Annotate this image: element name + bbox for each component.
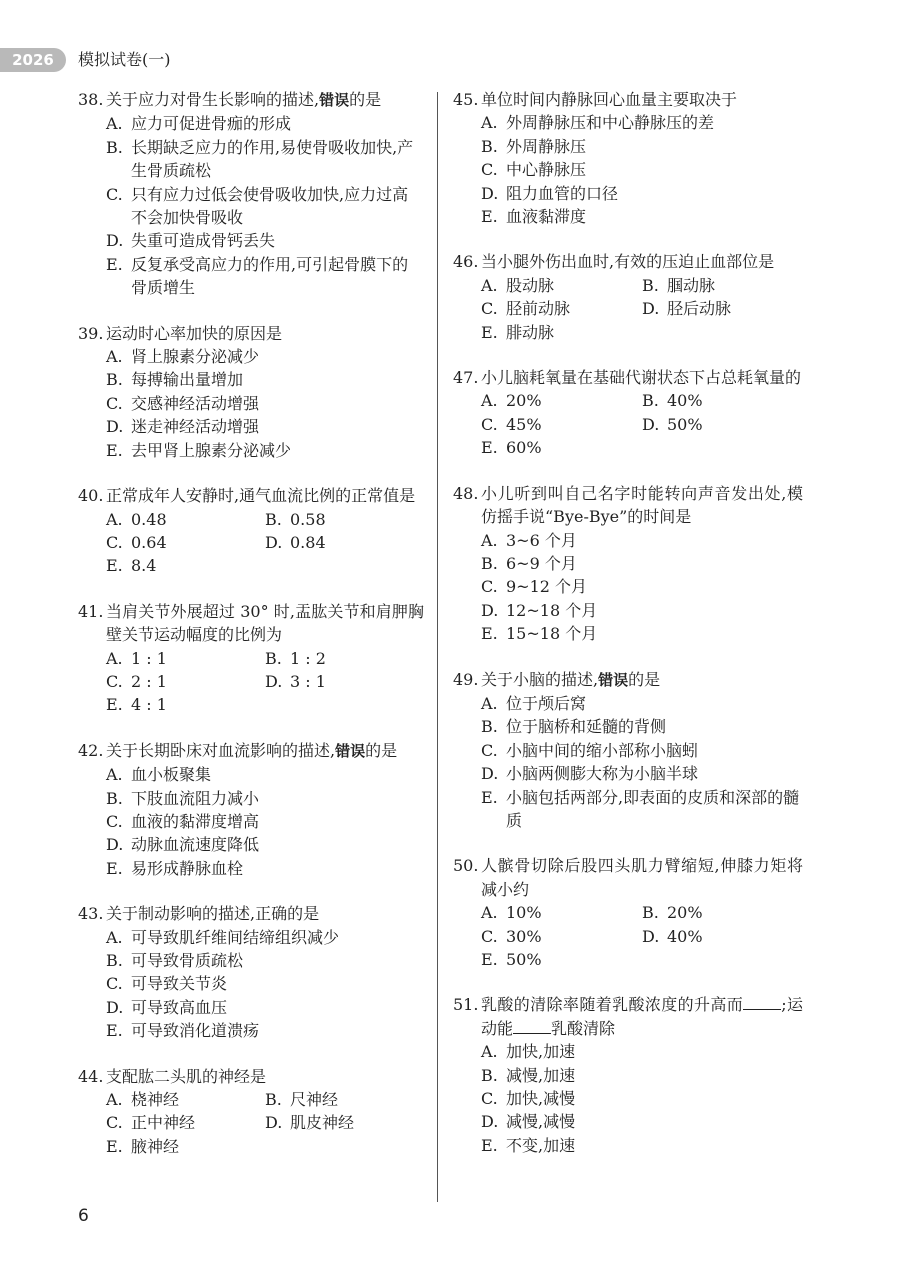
option-label: A. bbox=[481, 1042, 498, 1062]
option-item bbox=[642, 901, 803, 924]
option-label: E. bbox=[106, 1136, 123, 1156]
option-item bbox=[642, 389, 803, 412]
option-item bbox=[106, 1111, 265, 1134]
option-label: D. bbox=[106, 231, 124, 251]
option-item bbox=[106, 926, 424, 949]
question-text: 关于应力对骨生长影响的描述,错误的是 bbox=[106, 90, 382, 109]
option-text: 只有应力过低会使骨吸收加快,应力过高不会加快骨吸收 bbox=[131, 184, 409, 228]
option-item bbox=[481, 529, 803, 552]
question-text: 小儿脑耗氧量在基础代谢状态下占总耗氧量的 bbox=[481, 368, 802, 388]
option-text: 30% bbox=[506, 926, 542, 946]
option-item bbox=[481, 925, 642, 948]
option-text: 0.48 bbox=[131, 509, 167, 529]
question-number: 38. bbox=[78, 90, 104, 109]
options-list bbox=[481, 1040, 803, 1157]
option-item bbox=[106, 949, 424, 972]
option-text: 10% bbox=[506, 903, 542, 923]
question-44 bbox=[78, 1065, 424, 1159]
option-item bbox=[642, 925, 803, 948]
option-text: 可导致消化道溃疡 bbox=[131, 1021, 260, 1041]
emphasis-text: 错误 bbox=[319, 91, 350, 109]
option-label: E. bbox=[106, 440, 123, 460]
option-text: 1 : 2 bbox=[290, 648, 326, 668]
option-text: 加快,加速 bbox=[506, 1042, 576, 1062]
option-text: 胫后动脉 bbox=[667, 299, 732, 319]
option-label: C. bbox=[481, 926, 498, 946]
option-text: 0.58 bbox=[290, 509, 326, 529]
option-text: 阻力血管的口径 bbox=[506, 183, 619, 203]
options-list bbox=[481, 901, 803, 971]
options-list bbox=[106, 926, 424, 1043]
column-divider bbox=[437, 92, 438, 1202]
option-text: 胫前动脉 bbox=[506, 299, 571, 319]
option-text: 2 : 1 bbox=[131, 671, 167, 691]
option-item bbox=[265, 670, 424, 693]
option-label: D. bbox=[106, 997, 124, 1017]
answer-blank bbox=[513, 1017, 551, 1034]
options-list bbox=[481, 274, 803, 344]
option-label: C. bbox=[106, 532, 123, 552]
option-text: 可导致肌纤维间结缔组织减少 bbox=[131, 927, 340, 947]
option-item bbox=[481, 111, 803, 134]
question-text: 乳酸的清除率随着乳酸浓度的升高而 ;运动能 乳酸清除 bbox=[481, 995, 803, 1038]
option-label: B. bbox=[265, 509, 282, 529]
option-label: D. bbox=[481, 600, 499, 620]
question-38 bbox=[78, 88, 424, 300]
option-label: D. bbox=[642, 299, 660, 319]
option-item bbox=[106, 857, 424, 880]
option-text: 肌皮神经 bbox=[290, 1113, 355, 1133]
option-text: 长期缺乏应力的作用,易使骨吸收加快,产生骨质疏松 bbox=[131, 137, 414, 181]
option-text: 中心静脉压 bbox=[506, 160, 587, 180]
option-label: C. bbox=[106, 974, 123, 994]
option-item bbox=[106, 392, 424, 415]
option-text: 失重可造成骨钙丢失 bbox=[131, 231, 276, 251]
option-item bbox=[481, 1040, 803, 1063]
option-text: 不变,加速 bbox=[506, 1135, 576, 1155]
option-item bbox=[106, 670, 265, 693]
option-label: B. bbox=[106, 788, 123, 808]
option-label: D. bbox=[265, 532, 283, 552]
option-text: 腋神经 bbox=[131, 1136, 180, 1156]
question-41 bbox=[78, 600, 424, 717]
option-label: A. bbox=[106, 114, 123, 134]
option-item bbox=[106, 345, 424, 368]
option-text: 4 : 1 bbox=[131, 695, 167, 715]
option-text: 易形成静脉血栓 bbox=[131, 858, 244, 878]
question-stem bbox=[453, 366, 803, 389]
option-label: B. bbox=[481, 717, 498, 737]
option-item bbox=[265, 531, 424, 554]
question-stem bbox=[78, 484, 424, 507]
left-column bbox=[78, 88, 424, 1180]
option-text: 20% bbox=[506, 391, 542, 411]
option-item bbox=[106, 253, 424, 300]
option-item bbox=[106, 787, 424, 810]
question-text: 小儿听到叫自己名字时能转向声音发出处,模仿摇手说“Bye-Bye”的时间是 bbox=[481, 483, 803, 527]
option-item bbox=[106, 763, 424, 786]
option-item bbox=[481, 274, 642, 297]
question-42 bbox=[78, 739, 424, 880]
option-text: 9~12 个月 bbox=[506, 577, 588, 597]
option-item bbox=[106, 1088, 265, 1111]
question-text: 关于长期卧床对血流影响的描述,错误的是 bbox=[106, 740, 398, 760]
option-item bbox=[642, 413, 803, 436]
option-text: 去甲肾上腺素分泌减少 bbox=[131, 440, 292, 460]
option-item bbox=[106, 508, 265, 531]
question-text: 正常成年人安静时,通气血流比例的正常值是 bbox=[106, 486, 416, 506]
option-item bbox=[481, 436, 642, 459]
option-label: D. bbox=[106, 835, 124, 855]
options-list bbox=[481, 529, 803, 646]
question-text: 关于小脑的描述,错误的是 bbox=[481, 669, 661, 689]
option-text: 交感神经活动增强 bbox=[131, 393, 260, 413]
question-stem bbox=[453, 668, 803, 692]
question-text: 支配肱二头肌的神经是 bbox=[106, 1066, 267, 1086]
options-list bbox=[106, 345, 424, 462]
question-number: 45. bbox=[453, 90, 479, 109]
option-label: A. bbox=[481, 275, 498, 295]
option-text: 外周静脉压和中心静脉压的差 bbox=[506, 113, 715, 133]
option-label: E. bbox=[481, 787, 498, 807]
question-50 bbox=[453, 854, 803, 971]
option-text: 动脉血流速度降低 bbox=[131, 835, 260, 855]
question-number: 46. bbox=[453, 252, 479, 272]
option-label: E. bbox=[481, 624, 498, 644]
question-text: 运动时心率加快的原因是 bbox=[106, 323, 283, 343]
option-text: 50% bbox=[506, 950, 542, 969]
options-list bbox=[106, 112, 424, 299]
option-item bbox=[481, 786, 803, 833]
option-item bbox=[481, 413, 642, 436]
emphasis-text: 错误 bbox=[335, 741, 366, 760]
question-number: 42. bbox=[78, 740, 104, 760]
page-number: 6 bbox=[78, 1206, 89, 1226]
option-text: 50% bbox=[667, 414, 703, 434]
option-label: B. bbox=[265, 648, 282, 668]
option-item bbox=[106, 531, 265, 554]
option-label: D. bbox=[265, 671, 283, 691]
answer-blank bbox=[743, 993, 781, 1010]
option-label: C. bbox=[481, 160, 498, 180]
options-list bbox=[481, 692, 803, 832]
option-item bbox=[481, 158, 803, 181]
option-label: B. bbox=[481, 553, 498, 573]
question-46 bbox=[453, 250, 803, 344]
option-label: B. bbox=[106, 951, 123, 970]
option-label: B. bbox=[481, 1065, 498, 1085]
option-text: 血小板聚集 bbox=[131, 765, 212, 785]
options-list bbox=[106, 1088, 424, 1158]
question-40 bbox=[78, 484, 424, 578]
option-label: C. bbox=[106, 811, 123, 831]
option-item bbox=[481, 321, 642, 344]
option-text: 6~9 个月 bbox=[506, 553, 577, 573]
question-number: 39. bbox=[78, 323, 104, 343]
question-number: 50. bbox=[453, 856, 479, 876]
option-label: A. bbox=[106, 927, 123, 947]
question-51 bbox=[453, 993, 803, 1157]
option-label: E. bbox=[106, 556, 123, 576]
question-number: 48. bbox=[453, 483, 479, 503]
option-text: 小脑包括两部分,即表面的皮质和深部的髓质 bbox=[506, 787, 800, 830]
option-item bbox=[481, 948, 642, 971]
option-item bbox=[481, 599, 803, 622]
option-item bbox=[106, 112, 424, 135]
option-label: D. bbox=[642, 414, 660, 434]
question-stem bbox=[78, 88, 424, 112]
option-item bbox=[106, 1019, 424, 1042]
option-item bbox=[106, 647, 265, 670]
emphasis-text: 错误 bbox=[598, 670, 629, 689]
question-number: 44. bbox=[78, 1066, 104, 1086]
option-label: D. bbox=[642, 926, 660, 946]
option-text: 加快,减慢 bbox=[506, 1089, 576, 1109]
option-text: 12~18 个月 bbox=[506, 600, 598, 620]
options-list bbox=[106, 647, 424, 717]
option-text: 尺神经 bbox=[290, 1090, 339, 1110]
option-label: A. bbox=[106, 765, 123, 785]
option-label: A. bbox=[481, 903, 498, 923]
option-item bbox=[481, 205, 803, 228]
option-item bbox=[481, 297, 642, 320]
option-text: 股动脉 bbox=[506, 275, 555, 295]
option-label: D. bbox=[481, 1112, 499, 1132]
option-text: 每搏输出量增加 bbox=[131, 370, 244, 390]
option-item bbox=[642, 297, 803, 320]
option-item bbox=[106, 833, 424, 856]
option-label: C. bbox=[481, 299, 498, 319]
options-list bbox=[481, 111, 803, 228]
option-label: B. bbox=[106, 137, 123, 157]
question-stem bbox=[453, 993, 803, 1040]
question-number: 41. bbox=[78, 601, 104, 621]
option-text: 可导致高血压 bbox=[131, 997, 228, 1017]
option-item bbox=[106, 693, 265, 716]
question-text: 关于制动影响的描述,正确的是 bbox=[106, 904, 320, 924]
option-label: A. bbox=[481, 530, 498, 550]
question-48 bbox=[453, 482, 803, 646]
option-item bbox=[106, 229, 424, 252]
question-stem bbox=[78, 600, 424, 647]
option-label: B. bbox=[642, 391, 659, 411]
option-text: 迷走神经活动增强 bbox=[131, 417, 260, 437]
question-stem bbox=[78, 902, 424, 925]
option-label: E. bbox=[481, 950, 498, 969]
options-list bbox=[106, 763, 424, 880]
question-43 bbox=[78, 902, 424, 1042]
question-stem bbox=[78, 322, 424, 345]
option-text: 位于脑桥和延髓的背侧 bbox=[506, 717, 667, 737]
question-49 bbox=[453, 668, 803, 833]
option-label: D. bbox=[481, 764, 499, 784]
options-list bbox=[106, 508, 424, 578]
option-item bbox=[106, 439, 424, 462]
option-item bbox=[481, 182, 803, 205]
option-item bbox=[481, 622, 803, 645]
option-text: 3~6 个月 bbox=[506, 530, 577, 550]
question-text: 当肩关节外展超过 30° 时,盂肱关节和肩胛胸壁关节运动幅度的比例为 bbox=[106, 601, 424, 645]
question-text: 当小腿外伤出血时,有效的压迫止血部位是 bbox=[481, 252, 775, 272]
option-label: B. bbox=[106, 370, 123, 390]
option-item bbox=[106, 972, 424, 995]
option-label: A. bbox=[106, 509, 123, 529]
option-label: C. bbox=[481, 414, 498, 434]
option-label: A. bbox=[481, 391, 498, 411]
option-text: 8.4 bbox=[131, 556, 157, 576]
option-label: E. bbox=[106, 695, 123, 715]
option-item bbox=[481, 575, 803, 598]
option-label: D. bbox=[106, 417, 124, 437]
option-item bbox=[481, 135, 803, 158]
option-text: 正中神经 bbox=[131, 1113, 196, 1133]
page-header bbox=[0, 45, 900, 75]
option-text: 0.64 bbox=[131, 532, 167, 552]
option-text: 减慢,加速 bbox=[506, 1065, 576, 1085]
option-text: 0.84 bbox=[290, 532, 326, 552]
question-stem bbox=[453, 482, 803, 529]
option-text: 40% bbox=[667, 926, 703, 946]
option-text: 1 : 1 bbox=[131, 648, 167, 668]
option-item bbox=[106, 554, 265, 577]
option-text: 位于颅后窝 bbox=[506, 693, 587, 713]
option-item bbox=[106, 136, 424, 183]
question-39 bbox=[78, 322, 424, 462]
option-item bbox=[642, 274, 803, 297]
right-column bbox=[453, 88, 803, 1179]
question-number: 47. bbox=[453, 368, 479, 388]
option-label: C. bbox=[106, 671, 123, 691]
option-text: 肾上腺素分泌减少 bbox=[131, 347, 260, 367]
option-text: 腘动脉 bbox=[667, 275, 716, 295]
option-label: E. bbox=[106, 254, 123, 274]
option-item bbox=[481, 692, 803, 715]
option-text: 桡神经 bbox=[131, 1090, 180, 1110]
option-text: 40% bbox=[667, 391, 703, 411]
option-label: C. bbox=[106, 184, 123, 204]
option-item bbox=[481, 901, 642, 924]
option-item bbox=[481, 1087, 803, 1110]
option-item bbox=[106, 183, 424, 230]
option-label: B. bbox=[265, 1090, 282, 1110]
option-item bbox=[265, 1088, 424, 1111]
option-text: 小脑中间的缩小部称小脑蚓 bbox=[506, 740, 699, 760]
option-label: E. bbox=[481, 1135, 498, 1155]
option-label: A. bbox=[481, 113, 498, 133]
option-item bbox=[106, 368, 424, 391]
option-label: B. bbox=[642, 903, 659, 923]
option-item bbox=[481, 715, 803, 738]
option-item bbox=[481, 552, 803, 575]
question-stem bbox=[453, 250, 803, 273]
option-item bbox=[481, 762, 803, 785]
options-list bbox=[481, 389, 803, 459]
question-number: 49. bbox=[453, 669, 479, 689]
option-text: 减慢,减慢 bbox=[506, 1112, 576, 1132]
question-stem bbox=[78, 739, 424, 763]
question-number: 40. bbox=[78, 486, 104, 506]
option-label: D. bbox=[265, 1113, 283, 1133]
option-item bbox=[481, 1064, 803, 1087]
option-text: 下肢血流阻力减小 bbox=[131, 788, 260, 808]
option-text: 45% bbox=[506, 414, 542, 434]
option-label: E. bbox=[481, 322, 498, 342]
option-item bbox=[265, 508, 424, 531]
option-text: 可导致关节炎 bbox=[131, 974, 228, 994]
option-text: 腓动脉 bbox=[506, 322, 555, 342]
option-text: 外周静脉压 bbox=[506, 136, 587, 156]
option-text: 15~18 个月 bbox=[506, 624, 598, 644]
option-label: E. bbox=[481, 207, 498, 227]
option-item bbox=[265, 647, 424, 670]
header-title: 模拟试卷(一) bbox=[78, 50, 171, 69]
option-text: 血液黏滞度 bbox=[506, 207, 587, 227]
option-label: D. bbox=[481, 183, 499, 203]
question-47 bbox=[453, 366, 803, 460]
question-number: 51. bbox=[453, 995, 479, 1015]
option-item bbox=[106, 415, 424, 438]
option-text: 可导致骨质疏松 bbox=[131, 951, 244, 970]
question-stem bbox=[453, 854, 803, 901]
option-text: 应力可促进骨痂的形成 bbox=[131, 114, 292, 134]
option-item bbox=[106, 810, 424, 833]
option-text: 3 : 1 bbox=[290, 671, 326, 691]
question-45 bbox=[453, 88, 803, 228]
option-label: A. bbox=[106, 347, 123, 367]
option-text: 小脑两侧膨大称为小脑半球 bbox=[506, 764, 699, 784]
option-item bbox=[481, 1110, 803, 1133]
question-text: 人髌骨切除后股四头肌力臂缩短,伸膝力矩将减小约 bbox=[481, 856, 803, 899]
option-label: A. bbox=[106, 1090, 123, 1110]
question-stem bbox=[78, 1065, 424, 1088]
option-label: E. bbox=[481, 438, 498, 458]
question-text: 单位时间内静脉回心血量主要取决于 bbox=[481, 90, 738, 109]
option-label: C. bbox=[481, 577, 498, 597]
option-label: A. bbox=[481, 693, 498, 713]
question-stem bbox=[453, 88, 803, 111]
option-item bbox=[106, 1135, 265, 1158]
option-label: B. bbox=[642, 275, 659, 295]
option-label: C. bbox=[106, 393, 123, 413]
option-label: C. bbox=[106, 1113, 123, 1133]
option-text: 血液的黏滞度增高 bbox=[131, 811, 260, 831]
option-item bbox=[265, 1111, 424, 1134]
option-item bbox=[106, 996, 424, 1019]
option-text: 20% bbox=[667, 903, 703, 923]
option-item bbox=[481, 739, 803, 762]
option-item bbox=[481, 1134, 803, 1157]
option-label: C. bbox=[481, 1089, 498, 1109]
option-label: B. bbox=[481, 136, 498, 156]
option-item bbox=[481, 389, 642, 412]
option-label: C. bbox=[481, 740, 498, 760]
question-number: 43. bbox=[78, 904, 104, 924]
option-label: E. bbox=[106, 858, 123, 878]
option-text: 60% bbox=[506, 438, 542, 458]
year-badge: 2026 bbox=[0, 48, 66, 72]
option-label: A. bbox=[106, 648, 123, 668]
option-label: E. bbox=[106, 1021, 123, 1041]
option-text: 反复承受高应力的作用,可引起骨膜下的骨质增生 bbox=[131, 254, 409, 298]
